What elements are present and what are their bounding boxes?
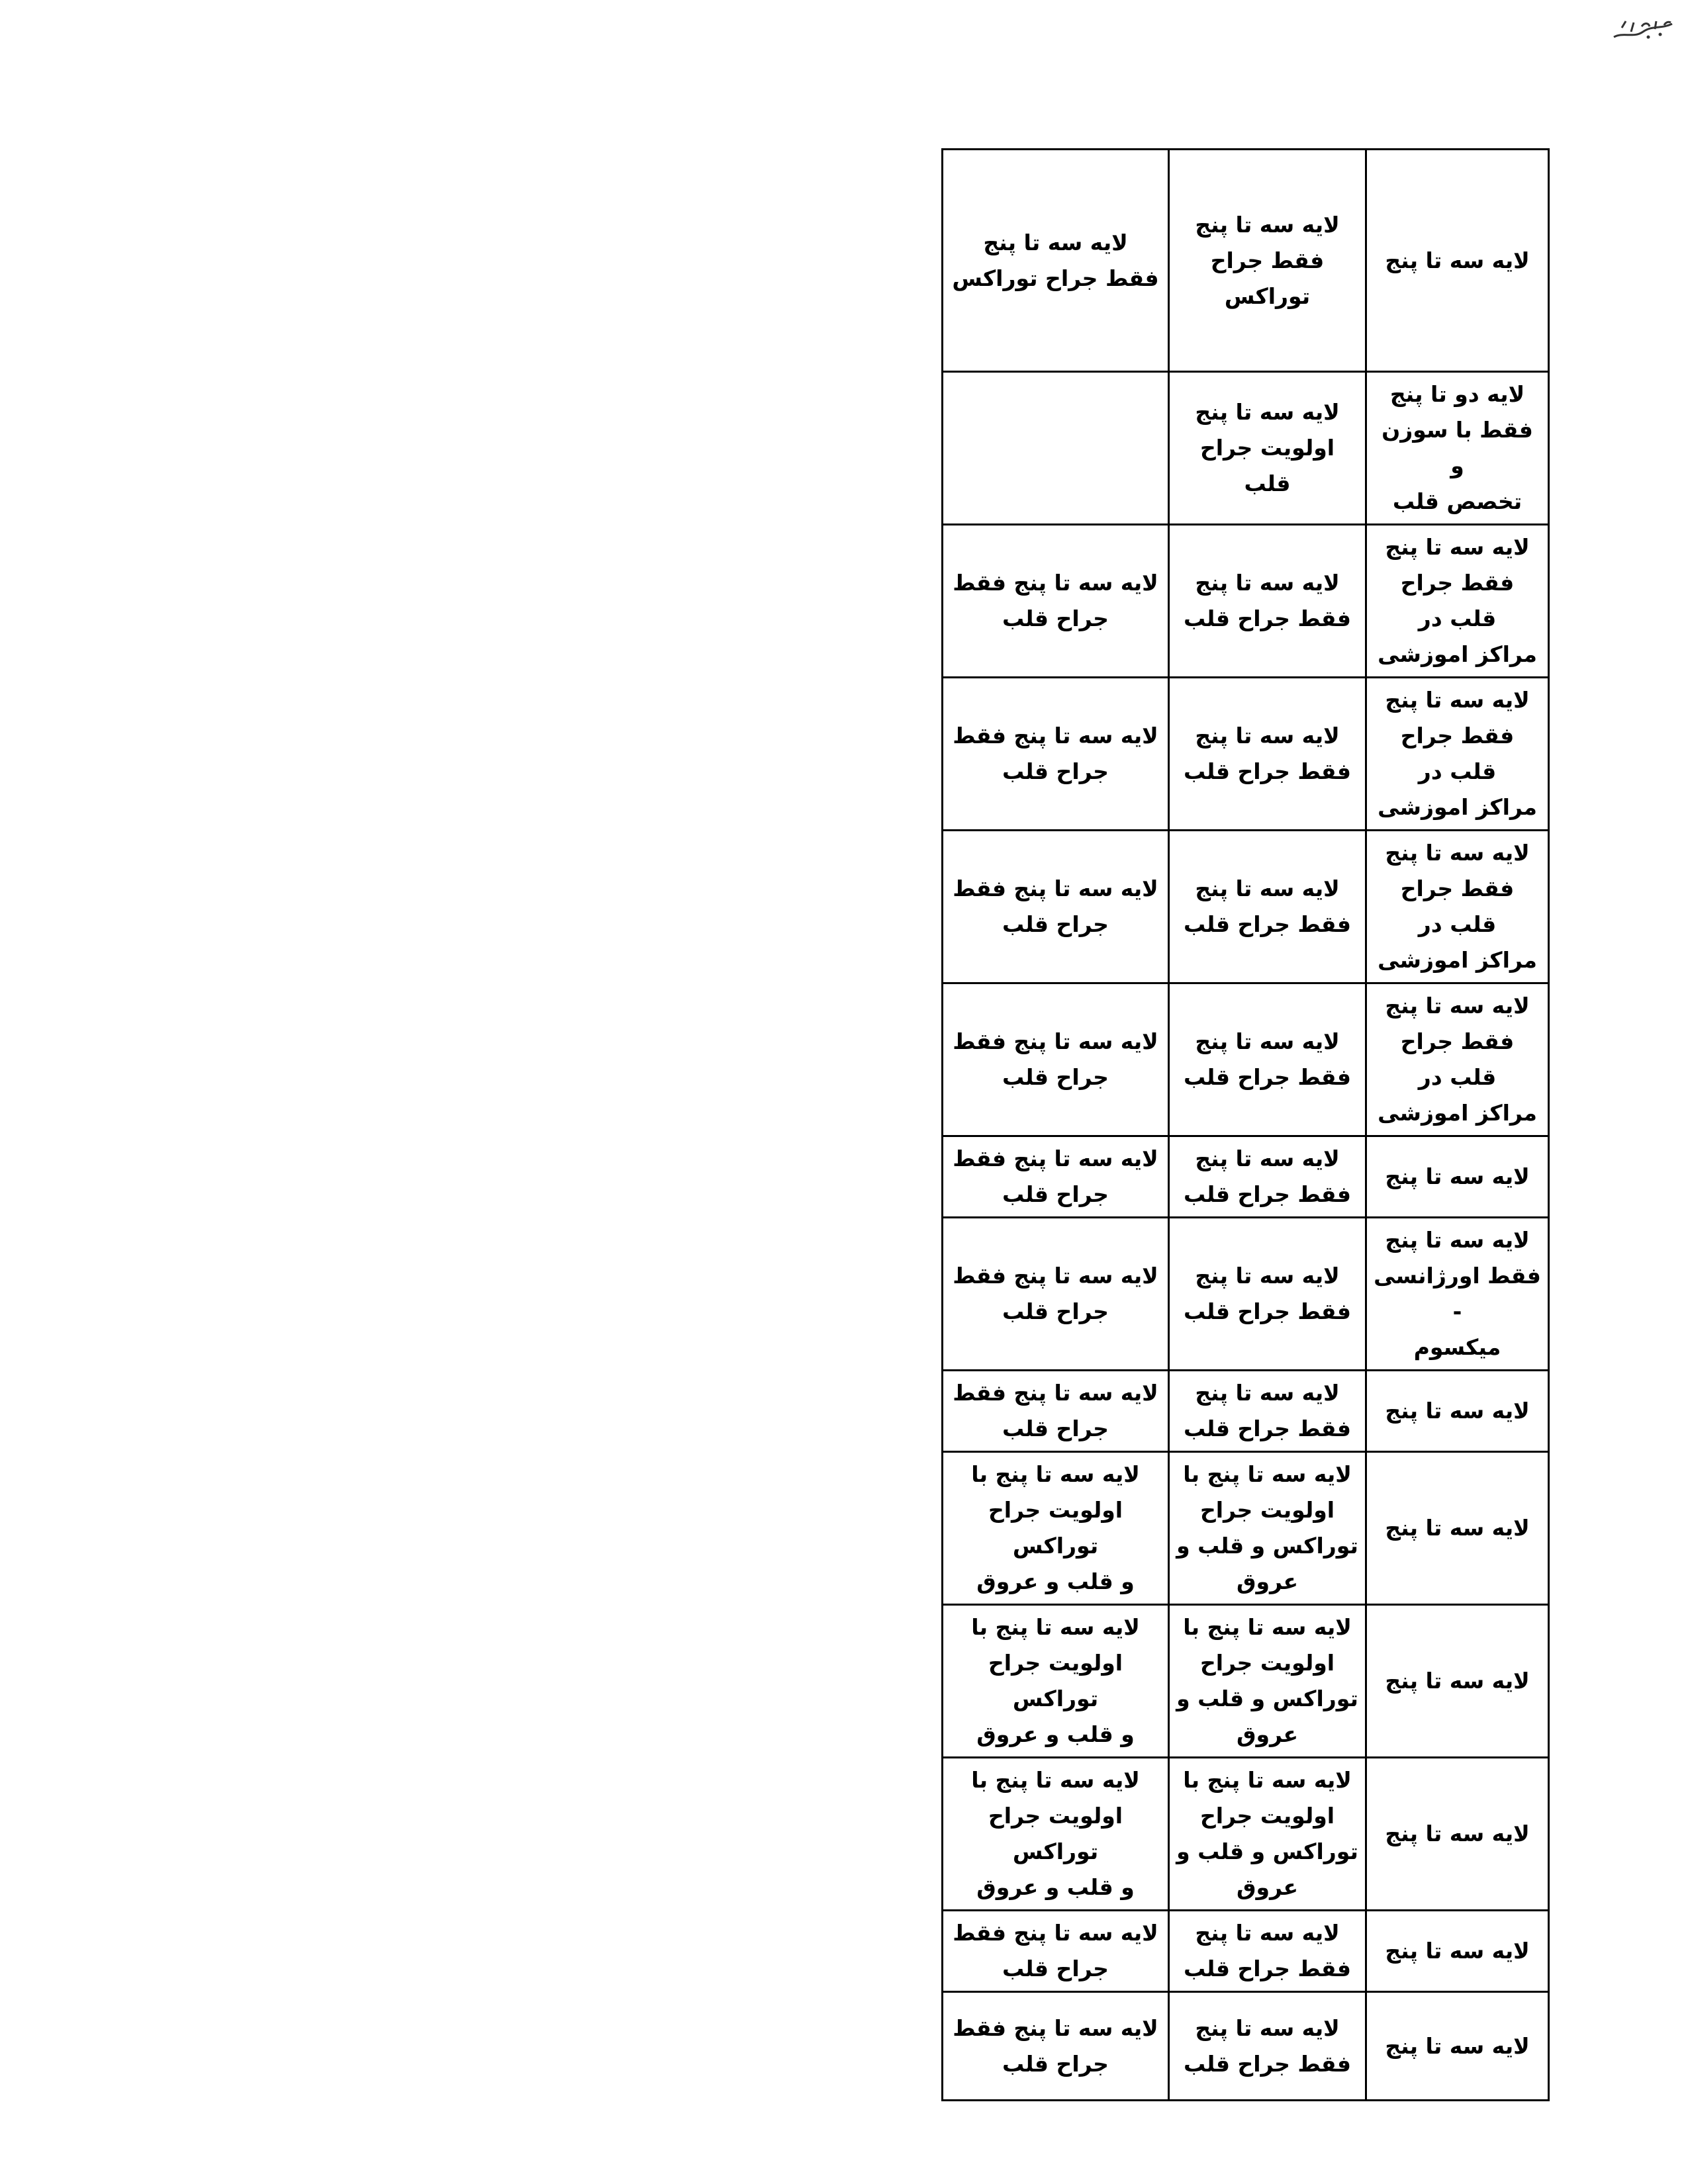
table-cell: لایه سه تا پنج فقط جراح قلب — [1169, 1911, 1366, 1992]
table-cell: لایه سه تا پنج فقط جراح قلب — [943, 525, 1169, 678]
table-row — [943, 1992, 1549, 2101]
table-cell: لایه سه تا پنج فقط جراح قلب در مراکز اموزشی — [1366, 678, 1549, 831]
table-row — [943, 1911, 1549, 1992]
table-cell: لایه سه تا پنج فقط جراح قلب — [1169, 983, 1366, 1136]
table-cell: لایه سه تا پنج فقط جراح قلب — [943, 1911, 1169, 1992]
table-cell: لایه سه تا پنج با اولویت جراح توراکس و قلب و عروق — [943, 1452, 1169, 1605]
table-row — [943, 831, 1549, 983]
table-row — [943, 1452, 1549, 1605]
table-cell: لایه سه تا پنج با اولویت جراح توراکس و قلب و عروق — [1169, 1605, 1366, 1758]
tabnak-logo — [1609, 12, 1681, 45]
table-cell: لایه سه تا پنج اولویت جراح قلب — [1169, 372, 1366, 525]
table-cell: لایه سه تا پنج — [1366, 150, 1549, 372]
table-cell: لایه سه تا پنج فقط جراح توراکس — [943, 150, 1169, 372]
table-cell: لایه سه تا پنج — [1366, 1605, 1549, 1758]
table-cell: لایه سه تا پنج فقط جراح قلب — [1169, 1371, 1366, 1452]
table-cell: لایه سه تا پنج با اولویت جراح توراکس و قلب و عروق — [1169, 1452, 1366, 1605]
table-cell: لایه سه تا پنج فقط جراح قلب در مراکز اموزشی — [1366, 983, 1549, 1136]
table-row — [943, 150, 1549, 372]
table-cell: لایه سه تا پنج فقط جراح قلب در مراکز اموزشی — [1366, 831, 1549, 983]
table-row — [943, 525, 1549, 678]
table-cell: لایه سه تا پنج با اولویت جراح توراکس و قلب و عروق — [943, 1758, 1169, 1911]
table-cell: لایه سه تا پنج فقط جراح قلب — [943, 831, 1169, 983]
table-cell: لایه سه تا پنج فقط جراح قلب — [943, 1136, 1169, 1218]
table-row — [943, 678, 1549, 831]
table-cell: لایه سه تا پنج — [1366, 1758, 1549, 1911]
table-body — [943, 150, 1549, 2101]
table-row — [943, 372, 1549, 525]
table-cell: لایه دو تا پنج فقط با سوزن و تخصص قلب — [1366, 372, 1549, 525]
table-cell: لایه سه تا پنج با اولویت جراح توراکس و قلب و عروق — [943, 1605, 1169, 1758]
table-row — [943, 1605, 1549, 1758]
table-cell: لایه سه تا پنج — [1366, 1371, 1549, 1452]
table-row — [943, 1218, 1549, 1371]
table-row — [943, 1758, 1549, 1911]
table-cell: لایه سه تا پنج با اولویت جراح توراکس و قلب و عروق — [1169, 1758, 1366, 1911]
table-row — [943, 983, 1549, 1136]
table-cell: لایه سه تا پنج فقط جراح قلب — [1169, 678, 1366, 831]
table-cell: لایه سه تا پنج فقط جراح قلب — [1169, 1218, 1366, 1371]
table-cell: لایه سه تا پنج فقط جراح قلب — [1169, 831, 1366, 983]
table-cell: لایه سه تا پنج فقط جراح قلب در مراکز اموزشی — [1366, 525, 1549, 678]
table-cell: لایه سه تا پنج فقط جراح قلب — [1169, 1136, 1366, 1218]
table-cell: لایه سه تا پنج فقط جراح قلب — [943, 1992, 1169, 2101]
table-cell: لایه سه تا پنج فقط اورژانسی - میکسوم — [1366, 1218, 1549, 1371]
table-cell: لایه سه تا پنج فقط جراح قلب — [943, 1218, 1169, 1371]
table-row — [943, 1136, 1549, 1218]
table-cell: لایه سه تا پنج — [1366, 1136, 1549, 1218]
table-cell: لایه سه تا پنج — [1366, 1911, 1549, 1992]
table-cell: لایه سه تا پنج — [1366, 1452, 1549, 1605]
table-cell: لایه سه تا پنج فقط جراح قلب — [943, 1371, 1169, 1452]
table-row — [943, 1371, 1549, 1452]
table-cell: لایه سه تا پنج فقط جراح قلب — [1169, 1992, 1366, 2101]
table-cell: لایه سه تا پنج — [1366, 1992, 1549, 2101]
table-cell: لایه سه تا پنج فقط جراح قلب — [943, 678, 1169, 831]
table-cell — [943, 372, 1169, 525]
table-cell: لایه سه تا پنج فقط جراح قلب — [1169, 525, 1366, 678]
table-cell: لایه سه تا پنج فقط جراح توراکس — [1169, 150, 1366, 372]
table-cell: لایه سه تا پنج فقط جراح قلب — [943, 983, 1169, 1136]
surgery-level-table — [941, 148, 1550, 2101]
